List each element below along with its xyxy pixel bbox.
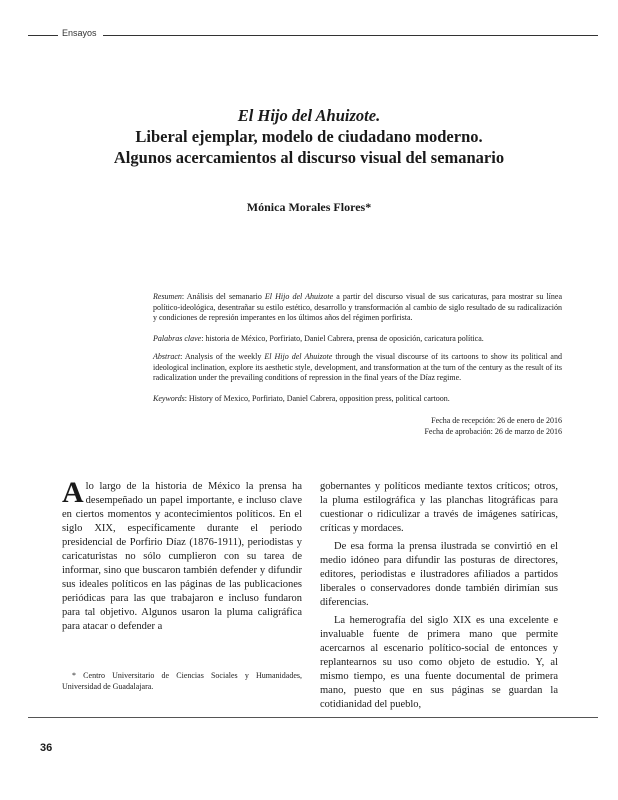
drop-cap: A [62,476,84,509]
title-line-1: El Hijo del Ahuizote. [237,106,381,125]
palabras-clave-block [153,334,562,345]
palabras-clave-text: : historia de México, Porfiriato, Daniel Cabrera, prensa de oposición, caricatura política. [201,334,484,343]
resumen-text-after: a partir del discurso visual de sus caricaturas, para mostrar su línea político-ideológica, desentrañar su estilo estético, desarrollo y transformación al cambio de siglo resultado de su radicalización y condiciones de represión imperantes en los últimos años del régimen porfirista. [153,292,562,323]
abstract-italic: El Hijo del Ahuizote [264,352,333,361]
body-paragraph-1-text: lo largo de la historia de México la prensa ha desempeñado un papel importante, e incluso clave en ciertos momentos y acontecimientos políticos. En el siglo XIX, específicamente durante el periodo presidencial de Porfirio Díaz (1876-1911), periodistas y caricaturistas no sólo cumplieron con su tarea de informar, sino que buscaron también defender y difundir sus ideales políticos en las páginas de las publicaciones periódicas para las que trabajaron e incluso fundaron para tal objetivo. Algunos usaron la pluma caligráfica para atacar o defender a [62,481,302,632]
resumen-italic: El Hijo del Ahuizote [264,292,334,301]
body-paragraph-1-continued: gobernantes y políticos mediante textos críticos; otros, la pluma estilográfica y las planchas litográficas para cuestionar o ridiculizar a través de imágenes satíricas, críticas y mordaces. [320,481,558,534]
abstract-text-after: through the visual discourse of its cartoons to show its political and ideological inclination, explore its aesthetic style, development, and transformation at the turn of the century as the result of its radicalization under the prevailing conditions of repression in the final years of the Díaz regime. [153,352,562,383]
dates-block [424,415,562,437]
palabras-clave-label: Palabras clave [153,334,202,343]
abstract-text-before: : Analysis of the weekly [180,352,265,361]
body-column-right [320,480,558,712]
title-line-2: Liberal ejemplar, modelo de ciudadano moderno. [135,127,483,146]
body-column-left [62,476,302,634]
article-title [30,105,588,168]
body-paragraph-3: La hemerografía del siglo XIX es una excelente e invaluable fuente de primera mano que permite acercarnos al escenario político-social de entonces y replantearnos su uso como objeto de estudio. Y, al mismo tiempo, es una fuente documental de primera mano, puesto que en sus páginas se guardan la cotidianidad del pueblo, [320,615,558,710]
footer-rule [28,717,598,718]
date-received: Fecha de recepción: 26 de enero de 2016 [431,416,562,425]
abstract-block [153,352,562,384]
keywords-text: : History of Mexico, Porfiriato, Daniel Cabrera, opposition press, political cartoon. [184,394,450,403]
keywords-block [153,394,562,405]
author-name: Mónica Morales Flores* [246,200,372,214]
keywords-label: Keywords [153,394,185,403]
resumen-text-before: : Análisis del semanario [181,292,265,301]
title-line-3: Algunos acercamientos al discurso visual del semanario [113,148,505,167]
date-approved: Fecha de aprobación: 26 de marzo de 2016 [424,427,562,436]
abstract-label: Abstract [153,352,181,361]
header-rule-right [103,35,598,36]
resumen-label: Resumen [153,292,182,301]
section-label: Ensayos [62,28,97,38]
footnote: * Centro Universitario de Ciencias Sociales y Humanidades, Universidad de Guadalajara. [62,671,302,691]
page-number: 36 [40,742,53,754]
body-paragraph-2: De esa forma la prensa ilustrada se convirtió en el medio idóneo para difundir las posturas de directores, editores, periodistas e ilustradores afiliados a partidos liberales o conservadores donde también dirimían sus diferencias. [320,541,558,608]
header-rule-left [28,35,58,36]
body-paragraph-1 [62,476,302,634]
resumen-block [153,292,562,324]
